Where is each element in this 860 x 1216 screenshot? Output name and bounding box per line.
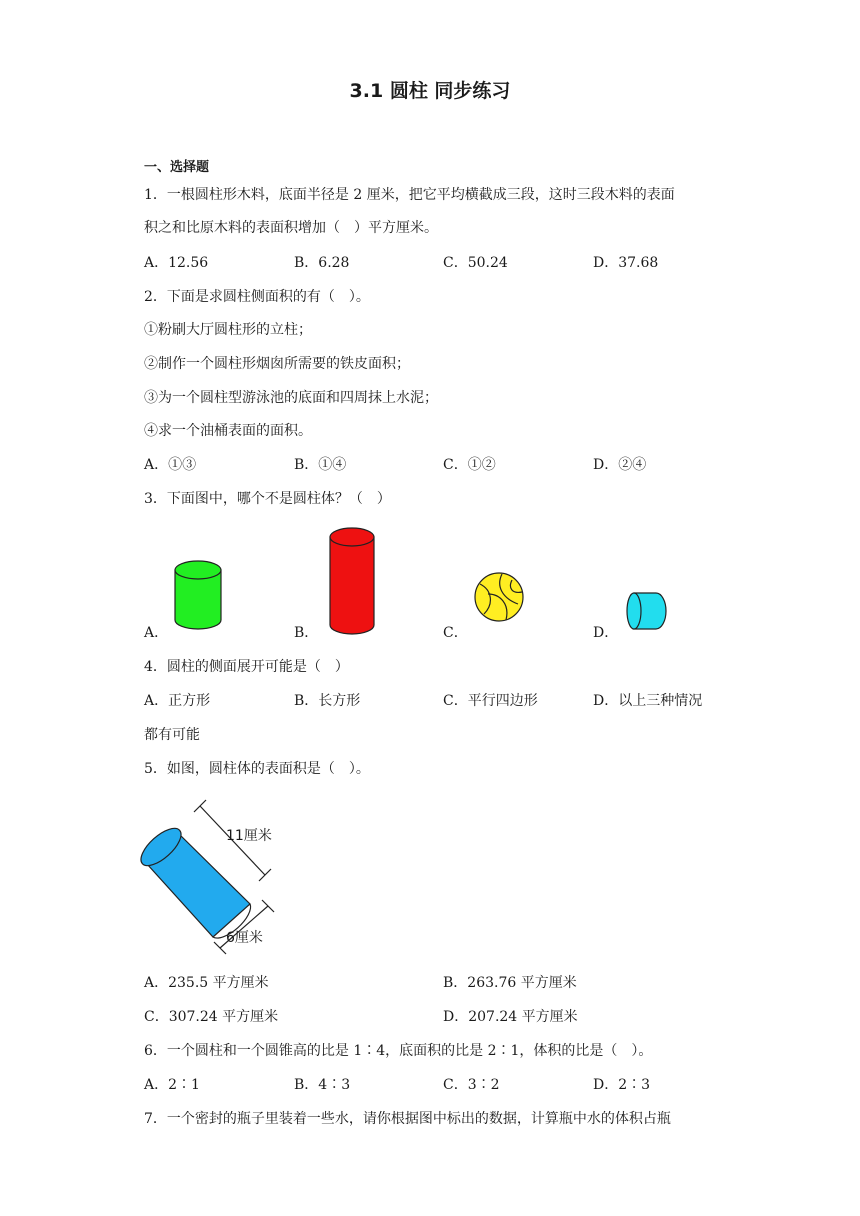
q2-item-4: ④求一个油桶表面的面积。 bbox=[144, 423, 312, 439]
q3-option-b: B． bbox=[294, 625, 319, 641]
q2-stem: 2．下面是求圆柱侧面积的有（ ）。 bbox=[144, 289, 370, 305]
q1-option-c: C．50.24 bbox=[443, 255, 508, 271]
q2-item-1: ①粉刷大厅圆柱形的立柱； bbox=[144, 322, 312, 338]
q1-stem-line1: 1．一根圆柱形木料，底面半径是 2 厘米，把它平均横截成三段，这时三段木料的表面 bbox=[144, 187, 675, 203]
q4-option-d-wrap: 都有可能 bbox=[144, 727, 200, 743]
q2-option-d: D．②④ bbox=[593, 457, 647, 473]
q4-stem: 4．圆柱的侧面展开可能是（ ） bbox=[144, 659, 349, 675]
q7-stem-line1: 7．一个密封的瓶子里装着一些水，请你根据图中标出的数据，计算瓶中水的体积占瓶 bbox=[144, 1111, 671, 1127]
q1-option-d: D．37.68 bbox=[593, 255, 659, 271]
q6-stem: 6．一个圆柱和一个圆锥高的比是 1∶4，底面积的比是 2∶1，体积的比是（ ）。 bbox=[144, 1043, 653, 1059]
q3-option-c: C． bbox=[443, 625, 468, 641]
q1-option-b: B．6.28 bbox=[294, 255, 350, 271]
diameter-label: 6厘米 bbox=[226, 930, 263, 946]
tilted-cylinder-figure bbox=[140, 796, 300, 956]
page-title: 3.1 圆柱 同步练习 bbox=[349, 80, 511, 102]
length-label: 11厘米 bbox=[226, 828, 272, 844]
green-cylinder-figure bbox=[170, 555, 226, 635]
q1-option-a: A．12.56 bbox=[144, 255, 209, 271]
q4-option-d: D．以上三种情况 bbox=[593, 693, 703, 709]
q6-option-a: A．2∶1 bbox=[144, 1077, 200, 1093]
q6-option-c: C．3∶2 bbox=[443, 1077, 500, 1093]
section-heading: 一、选择题 bbox=[144, 160, 210, 175]
q4-option-b: B．长方形 bbox=[294, 693, 361, 709]
q2-item-2: ②制作一个圆柱形烟囱所需要的铁皮面积； bbox=[144, 356, 410, 372]
cyan-cylinder-figure bbox=[624, 590, 670, 632]
q5-stem: 5．如图，圆柱体的表面积是（ ）。 bbox=[144, 761, 370, 777]
q2-item-3: ③为一个圆柱型游泳池的底面和四周抹上水泥； bbox=[144, 390, 438, 406]
q4-option-a: A．正方形 bbox=[144, 693, 211, 709]
q2-option-b: B．①④ bbox=[294, 457, 347, 473]
q3-option-a: A． bbox=[144, 625, 169, 641]
q5-option-c: C．307.24 平方厘米 bbox=[144, 1009, 279, 1025]
q3-stem: 3．下面图中，哪个不是圆柱体？（ ） bbox=[144, 491, 391, 507]
q1-stem-line2: 积之和比原木料的表面积增加（ ）平方厘米。 bbox=[144, 220, 438, 236]
q4-option-c: C．平行四边形 bbox=[443, 693, 538, 709]
red-cylinder-figure bbox=[326, 525, 378, 639]
q2-option-a: A．①③ bbox=[144, 457, 197, 473]
yellow-ball-figure bbox=[472, 570, 526, 624]
q5-option-b: B．263.76 平方厘米 bbox=[443, 975, 577, 991]
q3-option-d: D． bbox=[593, 625, 619, 641]
q5-option-a: A．235.5 平方厘米 bbox=[144, 975, 269, 991]
q6-option-d: D．2∶3 bbox=[593, 1077, 651, 1093]
q2-option-c: C．①② bbox=[443, 457, 496, 473]
q5-option-d: D．207.24 平方厘米 bbox=[443, 1009, 578, 1025]
q6-option-b: B．4∶3 bbox=[294, 1077, 351, 1093]
